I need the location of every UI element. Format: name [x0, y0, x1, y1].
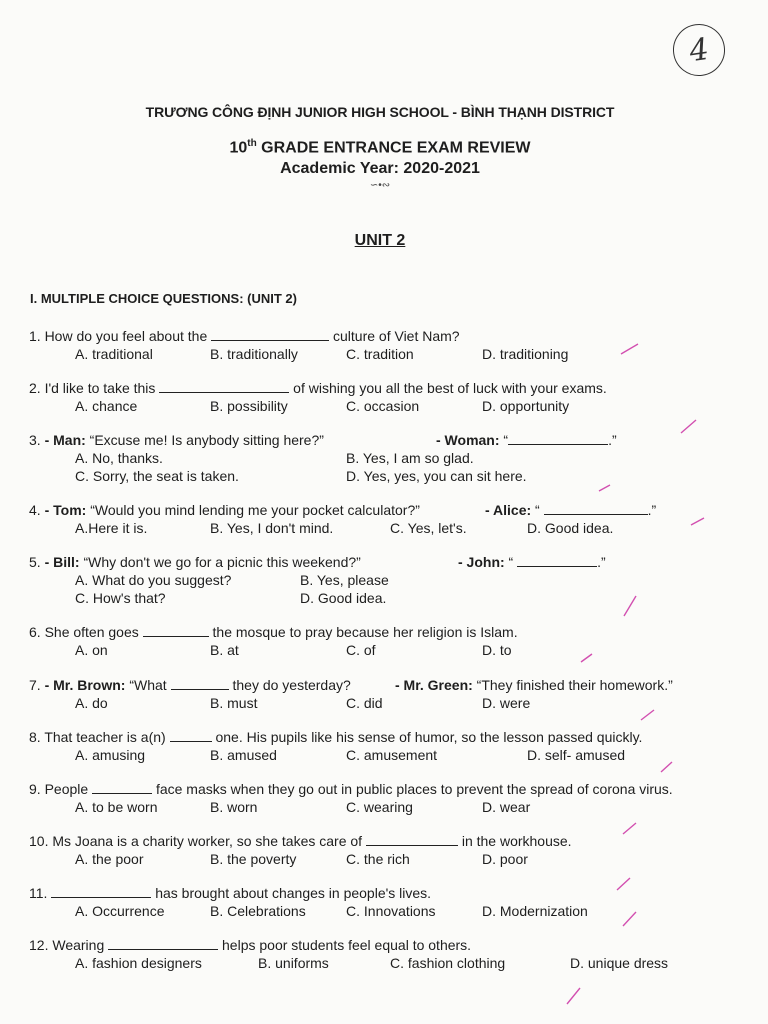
divider-ornament: ∽•∾: [369, 180, 391, 191]
answer-blank: [92, 781, 152, 794]
answer-blank: [211, 328, 329, 341]
question-1-option-c: C. tradition: [346, 346, 414, 362]
question-5-option-a: A. What do you suggest?: [75, 572, 232, 588]
question-3-close-quote: .”: [608, 432, 617, 448]
question-10: [29, 833, 572, 849]
speaker-man: - Man:: [44, 432, 86, 448]
question-5-option-c: C. How's that?: [75, 590, 166, 606]
question-6-option-c: C. of: [346, 642, 376, 658]
speaker-mr-brown: - Mr. Brown:: [44, 677, 126, 693]
question-4-number: 4.: [29, 502, 45, 518]
question-7-reply: “They finished their homework.”: [472, 677, 673, 693]
question-7-line-end: they do yesterday?: [228, 677, 351, 693]
question-10-stem-start: 10. Ms Joana is a charity worker, so she takes care of: [29, 833, 366, 849]
question-9-stem-end: face masks when they go out in public places to prevent the spread of corona virus.: [152, 781, 673, 797]
question-11: [29, 885, 431, 901]
answer-blank: [51, 885, 151, 898]
question-6-stem-start: 6. She often goes: [29, 624, 143, 640]
answer-blank: [159, 380, 289, 393]
answer-blank: [544, 502, 648, 515]
question-4-line: “Would you mind lending me your pocket calculator?”: [86, 502, 420, 518]
unit-heading: UNIT 2: [354, 232, 406, 249]
question-4-option-d: D. Good idea.: [527, 520, 614, 536]
answer-blank: [508, 432, 608, 445]
question-5-number: 5.: [29, 554, 45, 570]
check-mark-icon: [622, 822, 642, 836]
question-1-stem-end: culture of Viet Nam?: [329, 328, 460, 344]
question-2-option-c: C. occasion: [346, 398, 420, 414]
question-2-option-b: B. possibility: [210, 398, 288, 414]
question-7-option-a: A. do: [75, 695, 108, 711]
question-9-option-b: B. worn: [210, 799, 258, 815]
question-6: [29, 624, 518, 640]
question-8-option-c: C. amusement: [346, 747, 438, 763]
question-3-option-b: B. Yes, I am so glad.: [346, 450, 474, 466]
answer-blank: [170, 729, 212, 742]
question-5-response: [458, 554, 606, 570]
question-3-response: [436, 432, 617, 448]
question-8-option-d: D. self- amused: [527, 747, 626, 763]
question-5-close-quote: .”: [597, 554, 606, 570]
section-heading: I. MULTIPLE CHOICE QUESTIONS: (UNIT 2): [30, 291, 297, 306]
question-8-stem-start: 8. That teacher is a(n): [29, 729, 170, 745]
check-mark-icon: [566, 990, 586, 1004]
question-6-option-d: D. to: [482, 642, 512, 658]
question-2-stem-end: of wishing you all the best of luck with your exams.: [289, 380, 607, 396]
question-12-option-a: A. fashion designers: [75, 955, 202, 971]
question-5-open-quote: “: [504, 554, 518, 570]
question-8-option-b: B. amused: [210, 747, 277, 763]
question-6-option-b: B. at: [210, 642, 239, 658]
question-2-stem-start: 2. I'd like to take this: [29, 380, 160, 396]
speaker-bill: - Bill:: [44, 554, 80, 570]
academic-year: Academic Year: 2020-2021: [280, 160, 480, 177]
question-4-response: [485, 502, 656, 518]
question-5-option-b: B. Yes, please: [300, 572, 389, 588]
question-5-line: “Why don't we go for a picnic this weekend?”: [79, 554, 361, 570]
answer-blank: [108, 937, 218, 950]
question-11-option-a: A. Occurrence: [75, 903, 165, 919]
page-number-circle: 4: [670, 21, 729, 80]
question-4: [29, 502, 420, 518]
question-4-option-b: B. Yes, I don't mind.: [210, 520, 334, 536]
question-7-line-start: “What: [125, 677, 171, 693]
question-12: [29, 937, 471, 953]
question-3-number: 3.: [29, 432, 45, 448]
question-4-open-quote: “: [531, 502, 544, 518]
question-8-option-a: A. amusing: [75, 747, 146, 763]
question-1-option-d: D. traditioning: [482, 346, 569, 362]
question-7: [29, 677, 351, 693]
title-grade: 10: [229, 139, 248, 157]
question-10-stem-end: in the workhouse.: [457, 833, 572, 849]
question-4-option-a: A.Here it is.: [75, 520, 148, 536]
question-12-stem-end: helps poor students feel equal to others.: [218, 937, 472, 953]
question-10-option-d: D. poor: [482, 851, 528, 867]
check-mark-icon: [580, 652, 600, 666]
question-3-option-a: A. No, thanks.: [75, 450, 163, 466]
question-11-stem-start: 11.: [29, 885, 52, 901]
answer-blank: [143, 624, 209, 637]
question-3: [29, 432, 324, 448]
answer-blank: [517, 554, 597, 567]
check-mark-icon: [690, 515, 710, 529]
speaker-tom: - Tom:: [44, 502, 87, 518]
answer-blank: [366, 833, 458, 846]
question-5: [29, 554, 361, 570]
question-9-stem-start: 9. People: [29, 781, 93, 797]
question-9-option-d: D. wear: [482, 799, 531, 815]
question-6-option-a: A. on: [75, 642, 108, 658]
question-7-number: 7.: [29, 677, 45, 693]
exam-title: [0, 138, 760, 157]
question-4-option-c: C. Yes, let's.: [390, 520, 467, 536]
question-7-option-d: D. were: [482, 695, 531, 711]
question-1-stem-start: 1. How do you feel about the: [29, 328, 212, 344]
question-10-option-b: B. the poverty: [210, 851, 297, 867]
check-mark-icon: [640, 708, 660, 722]
question-1-option-a: A. traditional: [75, 346, 153, 362]
check-mark-icon: [616, 878, 636, 892]
question-2-option-a: A. chance: [75, 398, 138, 414]
question-10-option-c: C. the rich: [346, 851, 410, 867]
answer-blank: [171, 677, 229, 690]
speaker-john: - John:: [458, 554, 505, 570]
question-12-option-b: B. uniforms: [258, 955, 329, 971]
question-2: [29, 380, 607, 396]
speaker-woman: - Woman:: [436, 432, 500, 448]
question-3-option-d: D. Yes, yes, you can sit here.: [346, 468, 527, 484]
question-9-option-a: A. to be worn: [75, 799, 158, 815]
question-7-option-b: B. must: [210, 695, 258, 711]
question-12-option-d: D. unique dress: [570, 955, 669, 971]
school-name: TRƯƠNG CÔNG ĐỊNH JUNIOR HIGH SCHOOL - BÌNH THẠNH DISTRICT: [145, 104, 615, 120]
question-10-option-a: A. the poor: [75, 851, 144, 867]
question-5-option-d: D. Good idea.: [300, 590, 387, 606]
question-6-stem-end: the mosque to pray because her religion is Islam.: [208, 624, 518, 640]
question-4-close-quote: .”: [647, 502, 657, 518]
question-11-option-b: B. Celebrations: [210, 903, 306, 919]
question-9-option-c: C. wearing: [346, 799, 413, 815]
check-mark-icon: [622, 912, 642, 926]
question-12-option-c: C. fashion clothing: [390, 955, 506, 971]
check-mark-icon: [598, 481, 618, 495]
title-text: GRADE ENTRANCE EXAM REVIEW: [256, 139, 531, 157]
question-8-stem-end: one. His pupils like his sense of humor, so the lesson passed quickly.: [211, 729, 643, 745]
question-11-option-c: C. Innovations: [346, 903, 436, 919]
check-mark-icon: [680, 420, 700, 434]
title-grade-suffix: th: [247, 138, 257, 149]
question-1: [29, 328, 460, 344]
question-2-option-d: D. opportunity: [482, 398, 570, 414]
question-7-response: [395, 677, 673, 693]
question-3-open-quote: “: [499, 432, 509, 448]
question-3-line: “Excuse me! Is anybody sitting here?”: [85, 432, 324, 448]
question-9: [29, 781, 673, 797]
check-mark-icon: [622, 598, 642, 612]
question-11-option-d: D. Modernization: [482, 903, 588, 919]
question-7-option-c: C. did: [346, 695, 383, 711]
question-1-option-b: B. traditionally: [210, 346, 298, 362]
check-mark-icon: [620, 342, 640, 356]
speaker-alice: - Alice:: [485, 502, 532, 518]
question-8: [29, 729, 642, 745]
question-3-option-c: C. Sorry, the seat is taken.: [75, 468, 239, 484]
speaker-mr-green: - Mr. Green:: [395, 677, 473, 693]
question-11-stem-end: has brought about changes in people's lives.: [151, 885, 432, 901]
check-mark-icon: [660, 760, 680, 774]
question-12-stem-start: 12. Wearing: [29, 937, 109, 953]
